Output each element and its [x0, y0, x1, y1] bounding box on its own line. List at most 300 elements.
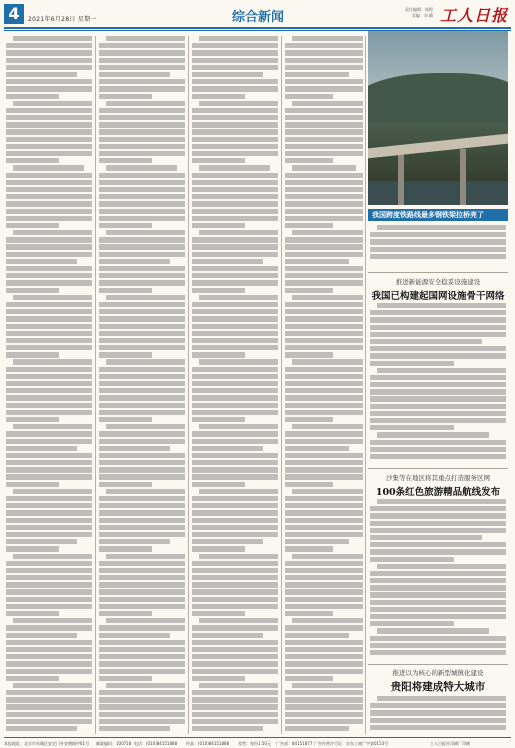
header-rule: [4, 27, 511, 29]
text-line: [99, 209, 185, 214]
text-line: [99, 633, 170, 638]
text-line: [285, 568, 363, 573]
footer-address: 本报地址：北京市东城区安定门外安德路甲61号: [4, 741, 90, 746]
text-line: [99, 86, 185, 91]
text-line: [6, 676, 59, 681]
text-line: [99, 65, 185, 70]
text-line: [99, 669, 185, 674]
text-line: [99, 611, 152, 616]
text-line: [285, 597, 363, 602]
text-line: [106, 230, 185, 235]
text-line: [285, 496, 363, 501]
story1-body: [370, 303, 506, 463]
text-line: [292, 554, 363, 559]
text-line: [192, 374, 278, 379]
text-line: [6, 302, 92, 307]
text-line: [377, 225, 506, 230]
text-line: [99, 446, 170, 451]
text-line: [370, 528, 506, 533]
text-line: [370, 535, 482, 540]
text-line: [370, 332, 506, 337]
text-line: [370, 643, 506, 648]
text-line: [99, 345, 185, 350]
text-line: [192, 697, 278, 702]
text-line: [6, 50, 92, 55]
text-line: [370, 440, 506, 445]
text-line: [292, 101, 363, 106]
text-line: [99, 115, 185, 120]
photo-river: [368, 181, 508, 205]
text-line: [285, 252, 363, 257]
text-line: [285, 510, 363, 515]
text-line: [99, 309, 185, 314]
text-line: [13, 101, 92, 106]
text-line: [285, 460, 363, 465]
text-line: [6, 532, 92, 537]
text-line: [285, 345, 363, 350]
text-line: [6, 496, 92, 501]
text-line: [99, 108, 185, 113]
photo-bridge-pier: [460, 149, 466, 205]
text-line: [6, 331, 92, 336]
text-line: [370, 375, 506, 380]
text-line: [285, 532, 363, 537]
column-4-text: [285, 36, 363, 733]
text-line: [6, 173, 92, 178]
text-line: [285, 352, 333, 357]
photo-caption: 我国跨度铁路线最多钢铁梁拉桥亮了: [368, 209, 508, 221]
text-line: [370, 607, 506, 612]
text-line: [285, 467, 363, 472]
text-line: [99, 467, 185, 472]
text-line: [99, 403, 185, 408]
page-number: 4: [4, 4, 24, 24]
text-line: [285, 144, 363, 149]
text-line: [6, 72, 77, 77]
text-line: [285, 697, 363, 702]
text-line: [370, 600, 506, 605]
text-line: [285, 338, 363, 343]
text-line: [370, 254, 506, 259]
text-line: [285, 115, 363, 120]
text-line: [285, 237, 363, 242]
text-line: [99, 589, 185, 594]
text-line: [13, 230, 92, 235]
text-line: [192, 510, 278, 515]
text-line: [6, 625, 92, 630]
text-line: [192, 266, 278, 271]
text-line: [99, 525, 185, 530]
text-line: [99, 280, 185, 285]
text-line: [285, 137, 363, 142]
text-line: [99, 474, 185, 479]
text-line: [192, 352, 245, 357]
text-line: [6, 129, 92, 134]
text-line: [99, 640, 185, 645]
text-line: [6, 237, 92, 242]
text-line: [199, 36, 278, 41]
text-line: [6, 561, 92, 566]
text-line: [6, 460, 92, 465]
text-line: [6, 611, 59, 616]
text-line: [106, 618, 185, 623]
text-line: [99, 697, 185, 702]
text-line: [6, 122, 92, 127]
text-line: [6, 604, 92, 609]
text-line: [370, 447, 506, 452]
issue-date: 2021年6月28日 星期一: [28, 16, 97, 23]
text-line: [99, 173, 185, 178]
text-line: [192, 690, 278, 695]
text-line: [99, 338, 185, 343]
text-line: [192, 194, 278, 199]
text-line: [370, 361, 454, 366]
text-line: [6, 244, 92, 249]
text-line: [99, 597, 185, 602]
text-line: [370, 585, 506, 590]
text-line: [6, 474, 92, 479]
text-line: [192, 144, 278, 149]
text-line: [192, 58, 278, 63]
text-line: [6, 453, 92, 458]
text-line: [199, 554, 278, 559]
text-line: [370, 317, 506, 322]
text-line: [192, 604, 278, 609]
text-line: [285, 395, 363, 400]
text-line: [192, 661, 278, 666]
text-line: [6, 633, 77, 638]
text-line: [192, 338, 278, 343]
column-divider: [281, 36, 282, 734]
text-line: [285, 417, 333, 422]
text-line: [99, 582, 185, 587]
text-line: [199, 618, 278, 623]
story3-kicker: 推进以为核心的新型城镇化建设: [392, 669, 484, 677]
column-1-text: [6, 36, 92, 733]
text-line: [192, 94, 245, 99]
text-line: [192, 151, 278, 156]
text-line: [370, 232, 506, 237]
footer-phone: 电话：(010)84151888: [134, 741, 178, 746]
text-line: [285, 94, 333, 99]
text-line: [106, 165, 177, 170]
text-line: [13, 295, 92, 300]
text-line: [99, 288, 152, 293]
text-line: [192, 72, 263, 77]
text-line: [285, 216, 363, 221]
text-line: [6, 180, 92, 185]
text-line: [99, 367, 185, 372]
text-line: [370, 418, 506, 423]
text-line: [192, 158, 245, 163]
text-line: [192, 309, 278, 314]
text-line: [192, 180, 278, 185]
text-line: [106, 36, 185, 41]
story2-body: [370, 499, 506, 659]
text-line: [199, 165, 270, 170]
text-line: [192, 439, 278, 444]
text-line: [285, 324, 363, 329]
text-line: [285, 194, 363, 199]
text-line: [99, 726, 170, 731]
text-line: [192, 417, 245, 422]
text-line: [6, 403, 92, 408]
text-line: [370, 557, 454, 562]
text-line: [370, 247, 506, 252]
text-line: [6, 201, 92, 206]
text-line: [6, 79, 92, 84]
text-line: [377, 303, 506, 308]
text-line: [6, 115, 92, 120]
text-line: [99, 266, 185, 271]
text-line: [370, 506, 506, 511]
text-line: [285, 86, 363, 91]
text-line: [370, 310, 506, 315]
text-line: [99, 244, 185, 249]
text-line: [370, 578, 506, 583]
text-line: [285, 611, 333, 616]
text-line: [192, 640, 278, 645]
text-line: [192, 367, 278, 372]
text-line: [370, 549, 506, 554]
text-line: [285, 381, 363, 386]
text-line: [199, 424, 278, 429]
page-footer: [4, 737, 511, 747]
text-line: [99, 539, 170, 544]
text-line: [285, 223, 333, 228]
story1-kicker: 推进新能源安全稳妥设施建设: [395, 278, 481, 286]
text-line: [6, 482, 59, 487]
text-line: [285, 589, 363, 594]
text-line: [192, 669, 278, 674]
column-divider: [365, 36, 366, 734]
text-line: [99, 712, 185, 717]
text-line: [6, 647, 92, 652]
editor-credits: [395, 7, 433, 19]
text-line: [285, 209, 363, 214]
text-line: [6, 151, 92, 156]
text-line: [370, 650, 506, 655]
story-divider: [368, 468, 508, 469]
text-line: [285, 575, 363, 580]
text-line: [6, 697, 92, 702]
text-line: [99, 496, 185, 501]
text-line: [285, 302, 363, 307]
text-line: [192, 446, 263, 451]
text-line: [285, 647, 363, 652]
text-line: [192, 410, 278, 415]
text-line: [99, 604, 185, 609]
text-line: [99, 72, 170, 77]
text-line: [192, 467, 278, 472]
text-line: [192, 453, 278, 458]
text-line: [6, 381, 92, 386]
text-line: [99, 302, 185, 307]
text-line: [99, 79, 185, 84]
text-line: [192, 568, 278, 573]
text-line: [370, 325, 506, 330]
text-line: [99, 259, 170, 264]
text-line: [99, 518, 185, 523]
column-divider: [95, 36, 96, 734]
text-line: [6, 719, 92, 724]
text-line: [6, 216, 92, 221]
footer-postcode: 邮政编码：100718: [96, 741, 132, 746]
text-line: [6, 273, 92, 278]
text-line: [99, 676, 152, 681]
text-line: [99, 482, 152, 487]
text-line: [6, 223, 59, 228]
text-line: [6, 546, 59, 551]
text-line: [377, 628, 489, 633]
text-line: [285, 661, 363, 666]
text-line: [285, 65, 363, 70]
text-line: [6, 338, 92, 343]
text-line: [370, 396, 506, 401]
text-line: [6, 395, 92, 400]
section-title: 综合新闻: [231, 10, 284, 25]
text-line: [192, 676, 245, 681]
footer-fax: 传真：(010)84151888: [186, 741, 230, 746]
text-line: [99, 395, 185, 400]
story2-kicker: 沙集等在地区将其重点打造服务区网: [386, 474, 490, 482]
text-line: [6, 539, 77, 544]
text-line: [99, 151, 185, 156]
text-line: [285, 403, 363, 408]
text-line: [370, 521, 506, 526]
text-line: [192, 503, 278, 508]
text-line: [192, 719, 278, 724]
text-line: [285, 367, 363, 372]
text-line: [6, 410, 92, 415]
text-line: [13, 618, 92, 623]
text-line: [99, 43, 185, 48]
text-line: [6, 280, 92, 285]
text-line: [99, 410, 185, 415]
text-line: [106, 489, 185, 494]
text-line: [99, 690, 185, 695]
text-line: [6, 288, 59, 293]
text-line: [285, 561, 363, 566]
text-line: [285, 280, 363, 285]
text-line: [99, 417, 152, 422]
text-line: [192, 525, 278, 530]
text-line: [6, 144, 92, 149]
text-line: [99, 158, 152, 163]
text-line: [192, 209, 278, 214]
text-line: [285, 374, 363, 379]
text-line: [99, 647, 185, 652]
text-line: [285, 446, 349, 451]
story3-headline: 贵阳将建成特大城市: [390, 681, 486, 693]
text-line: [6, 640, 92, 645]
text-line: [192, 496, 278, 501]
text-line: [13, 359, 92, 364]
text-line: [99, 216, 185, 221]
text-line: [192, 561, 278, 566]
text-line: [192, 108, 278, 113]
text-line: [192, 237, 278, 242]
text-line: [285, 388, 363, 393]
text-line: [192, 173, 278, 178]
text-line: [285, 654, 363, 659]
text-line: [370, 614, 506, 619]
text-line: [285, 108, 363, 113]
text-line: [99, 510, 185, 515]
text-line: [370, 404, 506, 409]
text-line: [6, 726, 77, 731]
text-line: [192, 381, 278, 386]
text-line: [99, 431, 185, 436]
text-line: [99, 460, 185, 465]
text-line: [370, 389, 506, 394]
text-line: [6, 388, 92, 393]
text-line: [192, 244, 278, 249]
text-line: [6, 446, 77, 451]
text-line: [292, 36, 363, 41]
text-line: [6, 324, 92, 329]
text-line: [292, 359, 363, 364]
text-line: [285, 316, 363, 321]
text-line: [192, 474, 278, 479]
text-line: [285, 173, 363, 178]
text-line: [377, 368, 506, 373]
text-line: [370, 382, 506, 387]
text-line: [370, 636, 506, 641]
text-line: [192, 65, 278, 70]
text-line: [192, 122, 278, 127]
text-line: [192, 316, 278, 321]
text-line: [99, 237, 185, 242]
text-line: [292, 683, 363, 688]
text-line: [199, 683, 278, 688]
story2-headline: 100条红色旅游精品航线发布: [375, 487, 501, 498]
story3-body: [370, 696, 506, 734]
text-line: [6, 58, 92, 63]
text-line: [285, 43, 363, 48]
text-line: [377, 499, 506, 504]
text-line: [13, 554, 92, 559]
text-line: [6, 654, 92, 659]
text-line: [6, 467, 92, 472]
text-line: [370, 454, 506, 459]
text-line: [99, 503, 185, 508]
text-line: [285, 410, 363, 415]
text-line: [192, 712, 278, 717]
text-line: [99, 374, 185, 379]
text-line: [6, 259, 77, 264]
footer-ad-dept: 广告部：84151877: [276, 741, 313, 746]
text-line: [285, 546, 333, 551]
column-3: [192, 36, 278, 734]
text-line: [99, 316, 185, 321]
text-line: [99, 137, 185, 142]
text-line: [285, 259, 349, 264]
text-line: [6, 252, 92, 257]
text-line: [285, 726, 349, 731]
text-line: [99, 453, 185, 458]
text-line: [285, 669, 363, 674]
text-line: [99, 194, 185, 199]
text-line: [370, 571, 506, 576]
text-line: [99, 331, 185, 336]
text-line: [192, 611, 245, 616]
text-line: [192, 259, 263, 264]
text-line: [285, 676, 333, 681]
text-line: [285, 288, 333, 293]
text-line: [285, 690, 363, 695]
text-line: [192, 539, 263, 544]
